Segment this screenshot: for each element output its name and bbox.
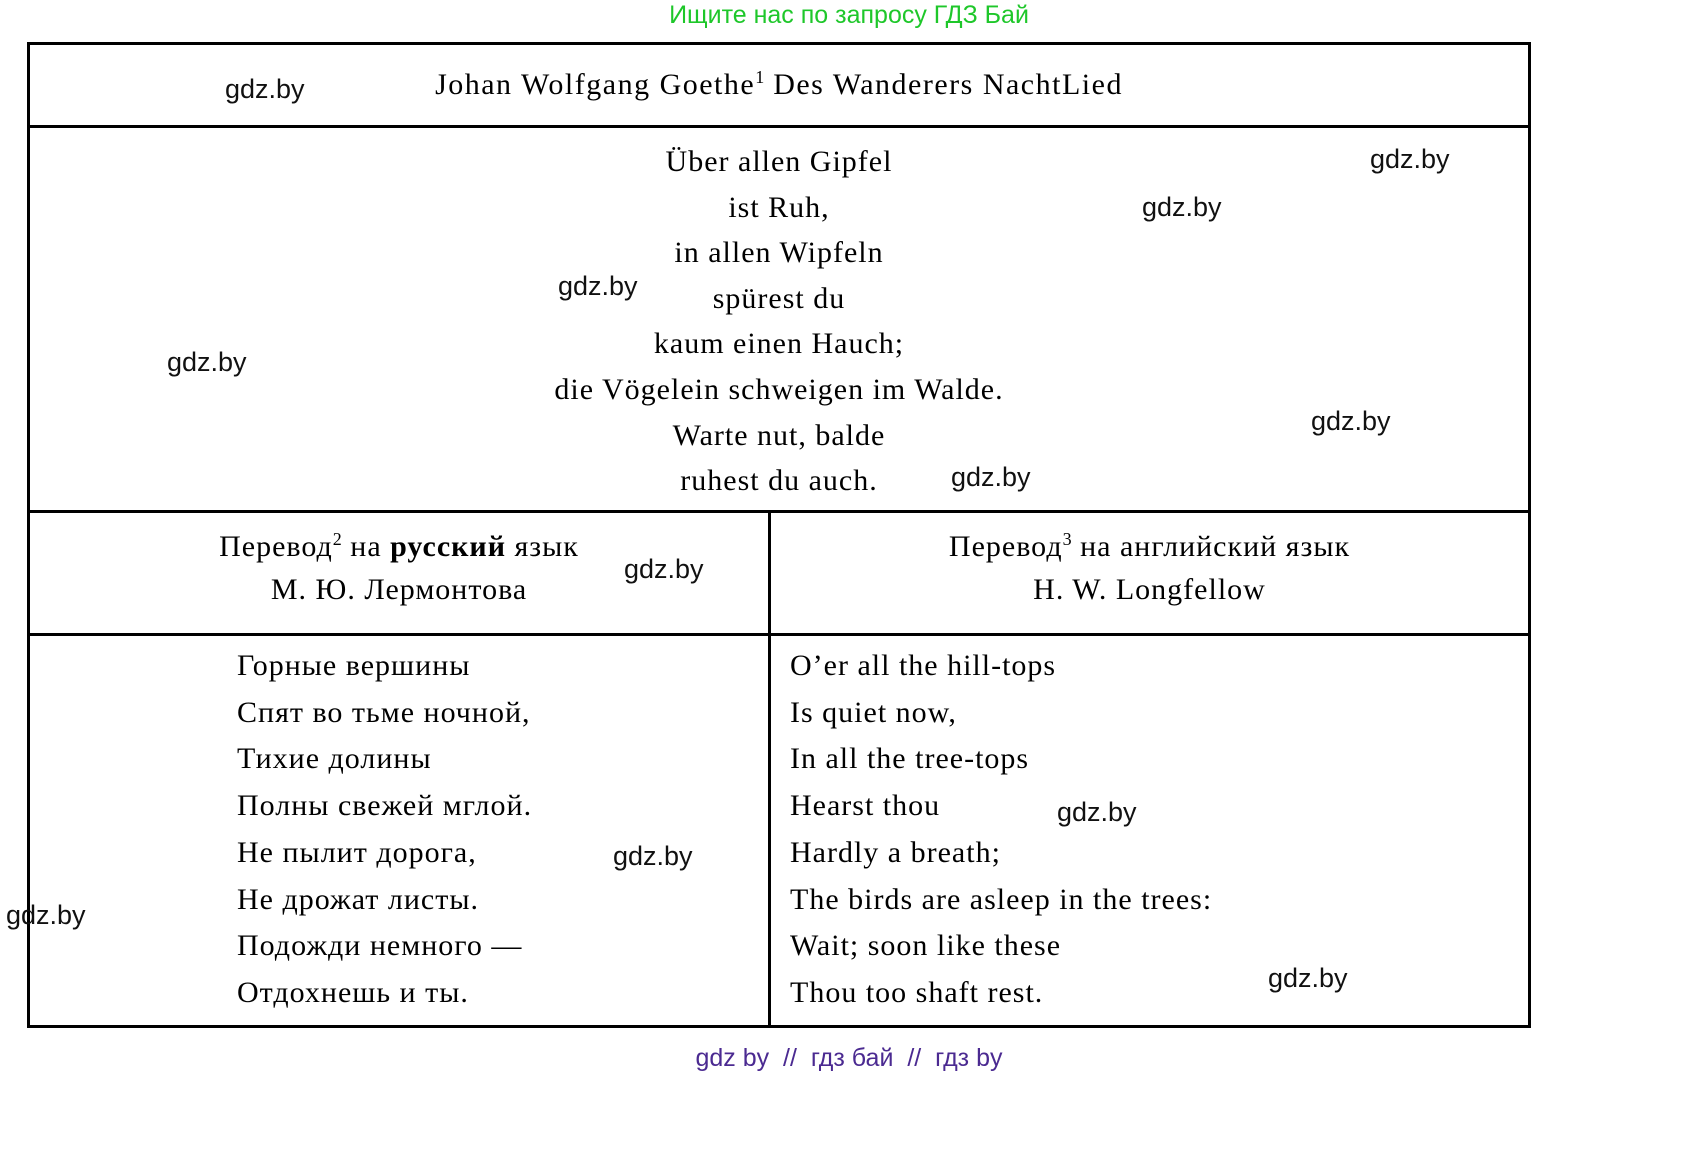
russian-poem-line: Полны свежей мглой. <box>237 789 533 823</box>
watermark: gdz.by <box>1311 406 1391 436</box>
title-work: Des Wanderers NachtLied <box>764 68 1123 101</box>
russian-header-tail: язык <box>506 530 579 563</box>
russian-poem-line: Отдохнешь и ты. <box>237 975 469 1009</box>
german-poem-line: spürest du <box>712 281 846 315</box>
english-poem-line: Thou too shaft rest. <box>790 975 1044 1009</box>
english-poem-line: Hearst thou <box>790 789 941 823</box>
german-poem-line: Warte nut, balde <box>672 418 886 452</box>
watermark: gdz.by <box>6 900 86 930</box>
english-header-tail: на английский язык <box>1071 530 1351 563</box>
watermark: gdz.by <box>951 462 1031 492</box>
english-header-word: Перевод <box>948 530 1063 563</box>
german-poem <box>30 128 1528 513</box>
english-footnote-marker: 3 <box>1062 529 1072 549</box>
german-poem-line: ruhest du auch. <box>680 464 878 498</box>
german-poem-line: Über allen Gipfel <box>665 145 893 178</box>
watermark: gdz.by <box>167 347 247 377</box>
watermark: gdz.by <box>624 554 704 584</box>
english-poem-line: In all the tree-tops <box>790 742 1030 776</box>
english-header-line1 <box>771 525 1528 568</box>
poem-title <box>435 68 1123 102</box>
german-poem-line: die Vögelein schweigen im Walde. <box>554 372 1004 406</box>
russian-translator: М. Ю. Лермонтова <box>270 573 528 606</box>
russian-poem-line: Спят во тьме ночной, <box>237 695 531 729</box>
watermark: gdz.by <box>1142 192 1222 222</box>
english-poem-line: Hardly a breath; <box>790 835 1001 869</box>
english-poem <box>771 636 1528 1025</box>
german-poem-line: ist Ruh, <box>728 190 830 224</box>
english-poem-line: O’er all the hill-tops <box>790 649 1057 682</box>
title-footnote-marker: 1 <box>755 67 765 87</box>
german-poem-line: in allen Wipfeln <box>674 236 884 270</box>
watermark: gdz.by <box>1370 144 1450 174</box>
watermark: gdz.by <box>225 74 305 104</box>
promo-banner: Ищите нас по запросу ГДЗ Бай <box>669 1 1029 29</box>
russian-poem-line: Тихие долины <box>237 742 432 776</box>
english-poem-line: Wait; soon like these <box>790 929 1062 963</box>
russian-header-language: русский <box>390 530 506 563</box>
russian-header-word: Перевод <box>219 530 333 563</box>
russian-footnote-marker: 2 <box>332 529 342 549</box>
russian-poem-line: Не дрожат листы. <box>237 882 479 916</box>
watermark: gdz.by <box>558 271 638 301</box>
russian-poem-line: Горные вершины <box>237 649 471 682</box>
poem-table <box>27 42 1531 1028</box>
russian-poem-line: Подожди немного — <box>237 929 523 963</box>
english-poem-line: Is quiet now, <box>790 695 957 729</box>
footer-links: gdz by // гдз бай // гдз by <box>695 1044 1003 1072</box>
english-poem-line: The birds are asleep in the trees: <box>790 882 1213 916</box>
english-translator: H. W. Longfellow <box>1033 573 1266 606</box>
english-translation-header <box>771 513 1528 633</box>
german-poem-line: kaum einen Hauch; <box>653 327 905 361</box>
russian-poem-line: Не пылит дорога, <box>237 835 477 869</box>
translation-headers-row <box>30 513 1528 636</box>
title-author: Johan Wolfgang Goethe <box>435 68 756 101</box>
watermark: gdz.by <box>1057 797 1137 827</box>
watermark: gdz.by <box>1268 963 1348 993</box>
watermark: gdz.by <box>613 841 693 871</box>
russian-poem <box>30 636 771 1025</box>
russian-header-mid: на <box>341 530 391 563</box>
